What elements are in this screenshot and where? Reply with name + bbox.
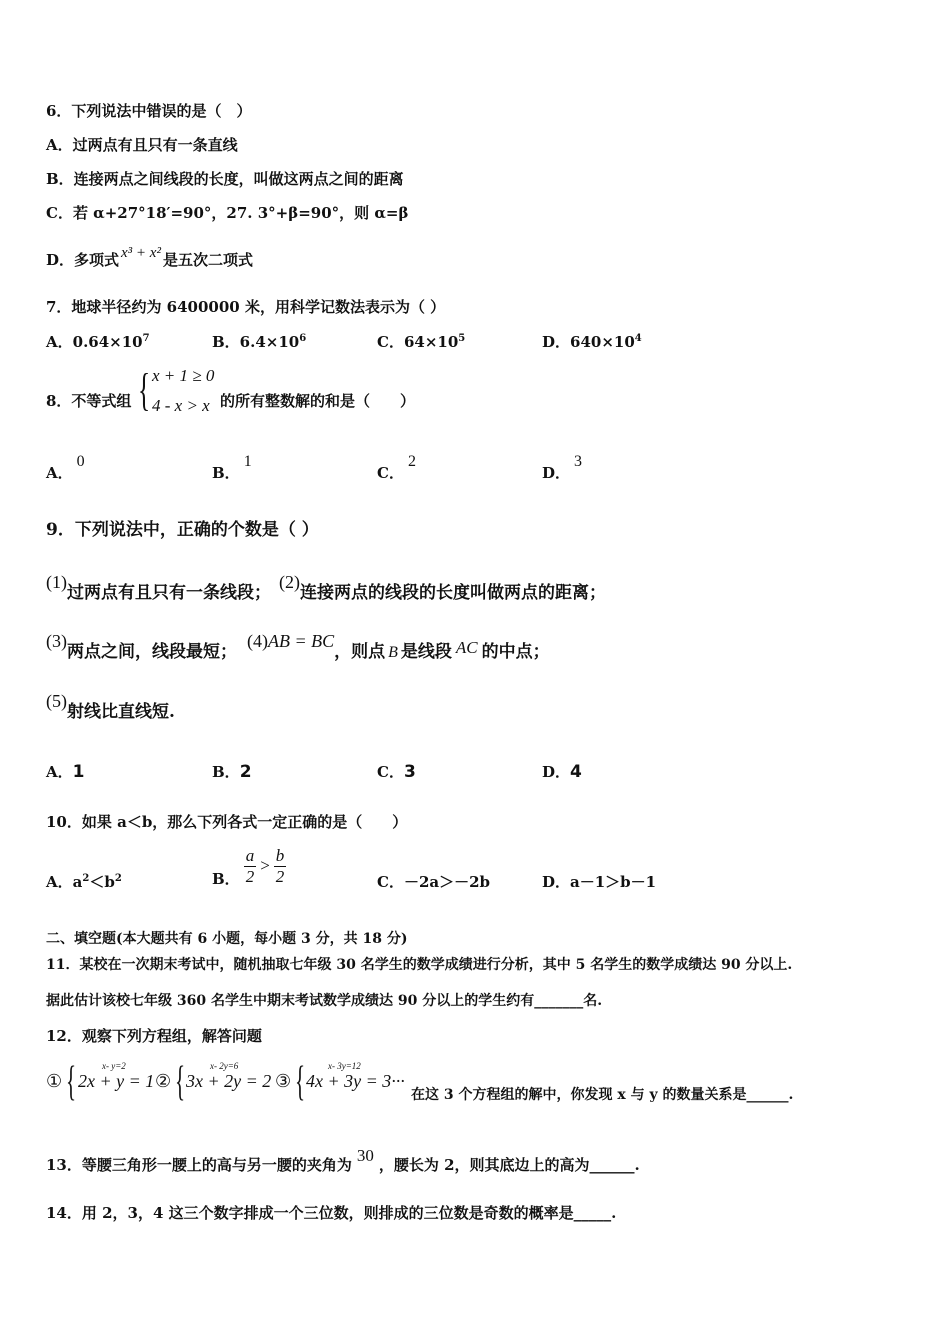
q10-b-den2: 2 [275,867,285,886]
q12-circle-1: ① [46,1071,63,1091]
q8-line2: 4 - x > x [152,396,210,415]
q9-s4-text3: 的中点； [481,642,550,662]
q8-d-label: D． [542,464,571,482]
q10-b-frac-right [274,846,287,887]
q12-top-eq-1: x- y=2 [102,1061,126,1071]
q9-s4-text2: 是线段 [400,642,452,662]
q8-b-value: 1 [243,453,252,470]
q10-b-frac-left [244,846,257,887]
q12-brace-2: { [175,1059,186,1105]
q9-c-label: C． [377,763,404,781]
q8-option-a [46,453,85,483]
q7-option-c [377,331,465,352]
q9-stem: 9．下列说法中，正确的个数是（ ） [46,520,319,540]
q8-option-b [212,453,252,483]
q14-text: 14．用 2，3，4 这三个数字排成一个三位数，则排成的三位数是奇数的概率是_____. [46,1204,617,1222]
q7-stem: 7．地球半径约为 6400000 米，用科学记数法表示为（ ） [46,298,446,316]
q7-option-b [212,331,306,352]
q7-b-text: B．6.4×10 [212,333,300,351]
q8-stem-suffix: 的所有整数解的和是（ ） [220,392,416,410]
q9-b-value: 2 [239,762,252,782]
q13-prefix: 13．等腰三角形一腰上的高与另一腰的夹角为 [46,1156,352,1174]
q9-s4-text1: ，则点 [334,642,386,662]
q8-a-value: 0 [76,453,85,470]
q9-s2-num: (2) [279,572,300,592]
q10-a-sup-2: 2 [114,873,122,884]
q10-b-op: > [260,855,270,875]
q9-s5-text: 射线比直线短. [67,702,175,722]
q9-d-value: 4 [570,762,582,782]
q10-a-sup-1: 2 [82,873,90,884]
q9-a-value: 1 [72,762,85,782]
q10-option-a [46,871,122,892]
q6-option-b: B．连接两点之间线段的长度，叫做这两点之间的距离 [46,170,404,188]
q12-brace-3: { [295,1059,306,1105]
section-2-heading: 二、填空题(本大题共有 6 小题，每小题 3 分，共 18 分) [46,931,408,947]
q12-brace-1: { [66,1059,77,1105]
q12-eq-3: 4x + 3y = 3··· [306,1071,405,1091]
q10-option-b [212,846,286,887]
q7-a-exp: 7 [142,333,150,344]
q9-b-label: B． [212,763,240,781]
q6-d-suffix: 是五次二项式 [162,251,253,269]
q10-option-d: D．a－1＞b－1 [542,873,657,891]
q12-top-eq-3: x- 3y=12 [328,1061,361,1071]
q10-stem: 10．如果 a＜b，那么下列各式一定正确的是（ ） [46,813,408,831]
q8-a-label: A． [46,464,73,482]
q7-a-text: A．0.64×10 [46,333,143,351]
q9-a-label: A． [46,763,73,781]
q12-eq-2: 3x + 2y = 2 [186,1071,272,1091]
q8-option-c [377,453,416,483]
q12-tail: 在这 3 个方程组的解中，你发现 x 与 y 的数量关系是______. [411,1087,794,1103]
q13-text [46,1146,640,1175]
q12-circle-2: ② [155,1071,172,1091]
q12-stem: 12．观察下列方程组，解答问题 [46,1027,262,1045]
q10-option-c: C．－2a＞－2b [377,873,491,891]
q7-option-d [542,331,642,352]
q10-a-mid: ＜b [89,873,115,891]
q6-option-a: A．过两点有且只有一条直线 [46,136,238,154]
q9-s1-num: (1) [46,572,67,592]
q12-eq-1: 2x + y = 1 [78,1071,155,1091]
q7-d-exp: 4 [634,333,642,344]
q9-s5-num: (5) [46,691,67,711]
q9-s1-text: 过两点有且只有一条线段； [67,583,271,603]
q7-c-exp: 5 [458,333,466,344]
q6-stem: 6．下列说法中错误的是（ ） [46,102,252,120]
q9-option-b [212,761,252,782]
q9-s3-num: (3) [46,631,67,651]
q9-d-label: D． [542,763,571,781]
q6-d-prefix: D．多项式 [46,251,120,269]
q9-option-d [542,761,582,782]
q13-suffix: ，腰长为 2，则其底边上的高为______. [378,1156,640,1174]
q9-s2-text: 连接两点的线段的长度叫做两点的距离； [300,583,606,603]
q11-line-1: 11．某校在一次期末考试中，随机抽取七年级 30 名学生的数学成绩进行分析，其中 5 名学生的数学成绩达 90 分以上. [46,957,793,973]
q11-line-2: 据此估计该校七年级 360 名学生中期末考试数学成绩达 90 分以上的学生约有_______名. [46,993,603,1009]
q7-option-a [46,331,150,352]
q10-a-text: A．a [46,873,83,891]
q9-option-c [377,761,416,782]
q9-statement-3-4 [46,631,550,663]
q9-s4-segment: AC [455,638,478,657]
q8-brace: { [138,364,151,415]
q8-option-d [542,453,583,483]
q8-line1: x + 1 ≥ 0 [152,366,215,385]
q9-statement-5 [46,691,175,722]
q7-b-exp: 6 [299,333,307,344]
q10-b-label: B． [212,869,240,888]
q9-s4-num: (4) [247,631,268,651]
q10-b-num2: b [275,846,285,865]
q8-stem-prefix: 8．不等式组 [46,392,132,410]
q7-c-text: C．64×10 [377,333,459,351]
q9-s4-point: B [388,644,398,661]
q8-d-value: 3 [574,453,583,470]
q7-d-text: D．640×10 [542,333,635,351]
q8-c-label: C． [377,464,404,482]
q9-s4-math: AB = BC [268,631,335,651]
q6-option-c: C．若 α+27°18′=90°，27. 3°+β=90°，则 α=β [46,204,409,222]
q9-c-value: 3 [403,762,416,782]
q10-b-den1: 2 [245,867,255,886]
q8-b-label: B． [212,464,240,482]
q9-option-a [46,761,84,782]
q12-top-eq-2: x- 2y=6 [210,1061,239,1071]
q9-s3-text: 两点之间，线段最短； [67,642,237,662]
q10-b-num1: a [245,846,255,865]
q8-c-value: 2 [407,453,416,470]
q9-statement-1-2 [46,572,606,603]
q12-circle-3: ③ [275,1071,292,1091]
q6-d-math: x³ + x² [121,245,161,261]
q13-angle-value: 30 [356,1146,374,1165]
q6-option-d [46,245,253,271]
